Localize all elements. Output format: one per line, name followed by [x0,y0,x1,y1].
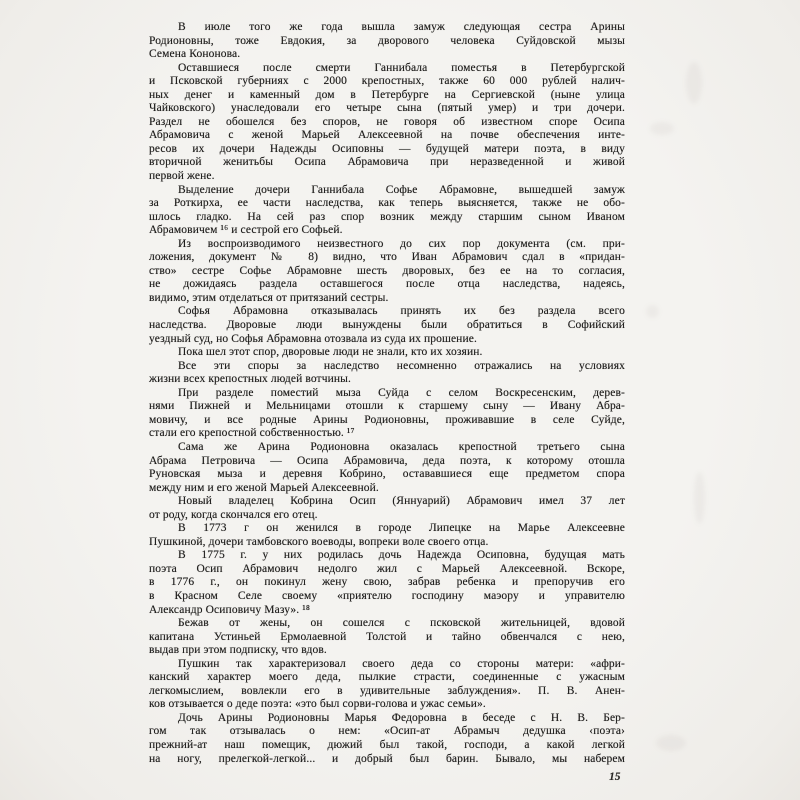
text-line: Родионовны, тоже Евдокия, за дворового человека Суйдовской мызы [149,34,625,47]
paragraph [149,522,625,549]
text-line: ложения, документ № 8) видно, что Иван Абрамович сдал в «придан- [149,251,625,264]
text-line: Абрамовичем ¹⁶ и сестрой его Софьей. [149,224,343,237]
text-line: ресов их дочери Надежды Осиповны — будущей матери поэта, в виду [149,142,625,155]
text-line: Новый владелец Кобрина Осип (Яннуарий) Абрамович имел 37 лет [178,495,625,508]
page-text-block [149,21,625,766]
scan-smudge [650,122,674,135]
text-line: гом так отзывалась о нем: «Осип-ат Абрамыч дедушка ‹поэта› [149,725,625,738]
text-line: наследства. Дворовые люди вынуждены были обратиться в Софийский [149,319,625,332]
scan-smudge [694,472,705,524]
text-line: Софья Абрамовна отказывалась принять их без раздела всего [178,305,625,318]
text-line: ство» сестре Софье Абрамовне шесть дворовых, без ее на то согласия, [149,264,625,277]
text-line: Пушкиной, дочери тамбовского воеводы, вопреки воле своего отца. [149,535,489,548]
text-line: в Красном Селе своему «приятелю господину маэору и управителю [149,589,625,602]
paragraph [149,617,625,658]
text-line: на ногу, прелегкой-легкой... и добрый был барин. Бывало, мы наберем [149,752,625,765]
text-line: уездный суд, но Софья Абрамовна отозвала из суда их прошение. [149,332,477,345]
paragraph [149,238,625,306]
text-line: Чайковского) унаследовали его четыре сына (пятый умер) и три дочери. [149,102,625,115]
text-line: Руновская мыза и деревня Кобрино, остававшиеся еще предметом спора [149,468,625,481]
text-line: от роду, когда скончался его отец. [149,508,318,521]
text-line: Из воспроизводимого неизвестного до сих пор документа (см. при- [178,237,625,250]
text-line: Сама же Арина Родионовна оказалась крепостной третьего сына [178,440,625,453]
text-line: мовичу, и все родные Арины Родионовны, проживавшие в селе Суйде, [149,413,625,426]
page-number: 15 [609,771,621,783]
text-line: нями Пижней и Мельницами отошли к старшему сыну — Ивану Абра- [149,400,625,413]
paragraph [149,21,625,62]
text-line: и Псковской губерниях с 2000 крепостных, также 60 000 рублей налич- [149,75,625,88]
text-line: первой жене. [149,170,215,183]
text-line: Оставшиеся после смерти Ганнибала поместья в Петербургской [178,61,625,74]
paragraph [149,549,625,617]
text-line: Все эти споры за наследство несомненно отражались на условиях [178,359,625,372]
scan-smudge [686,62,702,104]
text-line: Выделение дочери Ганнибала Софье Абрамовне, вышедшей замуж [178,183,625,196]
paragraph [149,184,625,238]
text-line: Абрамовича с женой Марьей Алексеевной на почве обеспечения инте- [149,129,625,142]
text-line: канский характер моего деда, пылкие страсти, соединенные с ужасным [149,671,625,684]
text-line: ных денег и каменный дом в Петербурге на Сергиевской (ныне улица [149,88,625,101]
text-line: не дожидаясь раздела оставшегося после отца наследства, надеясь, [149,278,625,291]
text-line: В 1775 г. у них родилась дочь Надежда Осиповна, будущая мать [178,549,625,562]
paragraph [149,712,625,766]
text-line: Семена Кононова. [149,48,241,61]
text-line: В 1773 г он женился в городе Липецке на Марье Алексеевне [178,522,625,535]
scan-smudge [646,305,659,318]
text-line: капитана Устиньей Ермолаевной Толстой и тайно обвенчался с нею, [149,630,625,643]
text-line: Дочь Арины Родионовны Марья Федоровна в беседе с Н. В. Бер- [178,711,625,724]
scan-smudge [656,735,686,751]
paragraph [149,305,625,346]
text-line: между ним и его женой Марьей Алексеевной. [149,481,379,494]
text-line: вторичной женитьбы Осипа Абрамовича при неразведенной и живой [149,156,625,169]
paragraph [149,387,625,441]
text-line: легкомыслием, вовлекли его в удивительные заблуждения». П. В. Анен- [149,684,625,697]
text-line: Пока шел этот спор, дворовые люди не знали, кто их хозяин. [178,346,483,359]
paragraph [149,495,625,522]
text-line: Пушкин так характеризовал своего деда со стороны матери: «афри- [178,657,625,670]
text-line: жизни всех крепостных людей вотчины. [149,373,351,386]
paragraph [149,360,625,387]
paragraph [149,658,625,712]
paragraph [149,62,625,184]
text-line: ков отзывается о деде поэта: «это был сорви-голова и ужас семьи». [149,698,486,711]
text-line: за Роткирха, ее части наследства, как теперь выясняется, также не обо- [149,197,625,210]
text-line: Абрама Петровича — Осипа Абрамовича, деда поэта, к которому отошла [149,454,625,467]
text-line: видимо, этим отделаться от притязаний сестры. [149,291,389,304]
text-line: стали его крепостной собственностью. ¹⁷ [149,427,355,440]
text-line: В июле того же года вышла замуж следующая сестра Арины [178,21,625,33]
text-line: прежний-ат наш помещик, дюжий был такой, господи, а какой легкой [149,738,625,751]
text-line: При разделе поместий мыза Суйда с селом Воскресенским, дерев- [178,386,625,399]
paragraph [149,346,625,360]
text-line: Александр Осиповичу Мазу». ¹⁸ [149,603,310,616]
text-line: Раздел не обошелся без споров, не говоря об известном споре Осипа [149,115,625,128]
text-line: в 1776 г., он покинул жену свою, забрав ребенка и препоручив его [149,576,625,589]
text-line: выдав при этом подписку, что вдов. [149,644,327,657]
paragraph [149,441,625,495]
text-line: поэта Осип Абрамович недолго жил с Марьей Алексеевной. Вскоре, [149,562,625,575]
text-line: Бежав от жены, он сошелся с псковской жительницей, вдовой [178,617,625,630]
text-line: шлось гладко. На сей раз спор возник между старшим сыном Иваном [149,210,625,223]
